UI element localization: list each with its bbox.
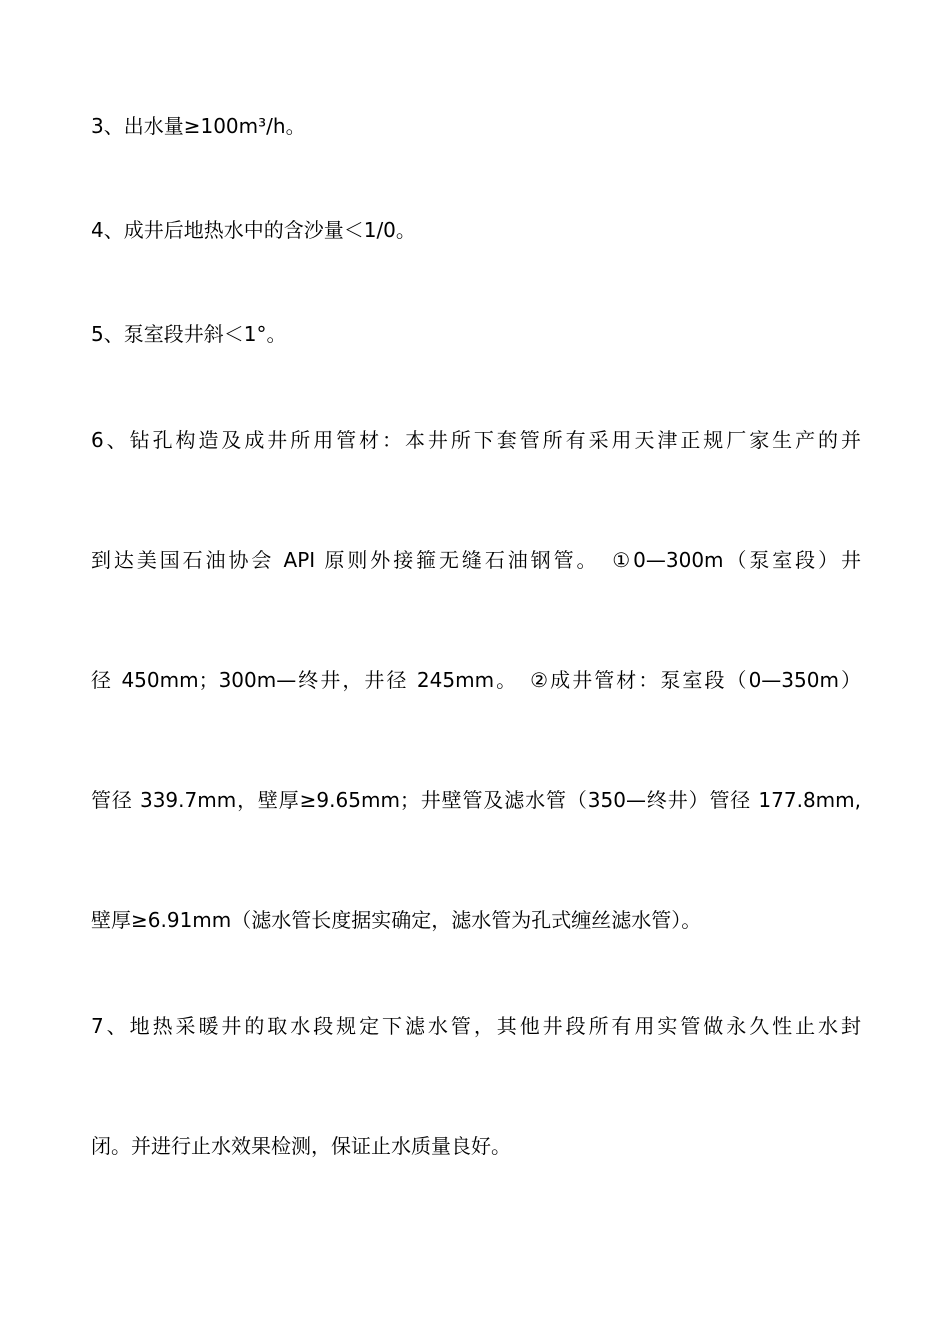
text-line-item-5: 5、泵室段井斜＜1°。 xyxy=(91,322,287,346)
text-line-item-4: 4、成井后地热水中的含沙量＜1/0。 xyxy=(91,218,416,242)
text-line-item-7-part-1: 7、地热采暖井的取水段规定下滤水管，其他井段所有用实管做永久性止水封 xyxy=(91,1014,861,1038)
text-line-item-6-part-3: 径 450mm；300m—终井，井径 245mm。 ②成井管材：泵室段（0—350m） xyxy=(91,668,861,692)
text-line-item-6-part-2: 到达美国石油协会 API 原则外接箍无缝石油钢管。 ①0—300m（泵室段）井 xyxy=(91,548,861,572)
text-line-item-6-part-1: 6、钻孔构造及成井所用管材：本井所下套管所有采用天津正规厂家生产的并 xyxy=(91,428,861,452)
text-line-item-6-part-5: 壁厚≥6.91mm（滤水管长度据实确定，滤水管为孔式缠丝滤水管）。 xyxy=(91,908,702,932)
text-line-item-7-part-2: 闭。并进行止水效果检测，保证止水质量良好。 xyxy=(91,1134,511,1158)
text-line-item-3: 3、出水量≥100m³/h。 xyxy=(91,114,306,138)
text-line-item-6-part-4: 管径 339.7mm，壁厚≥9.65mm；井壁管及滤水管（350—终井）管径 177.8mm, xyxy=(91,788,861,812)
